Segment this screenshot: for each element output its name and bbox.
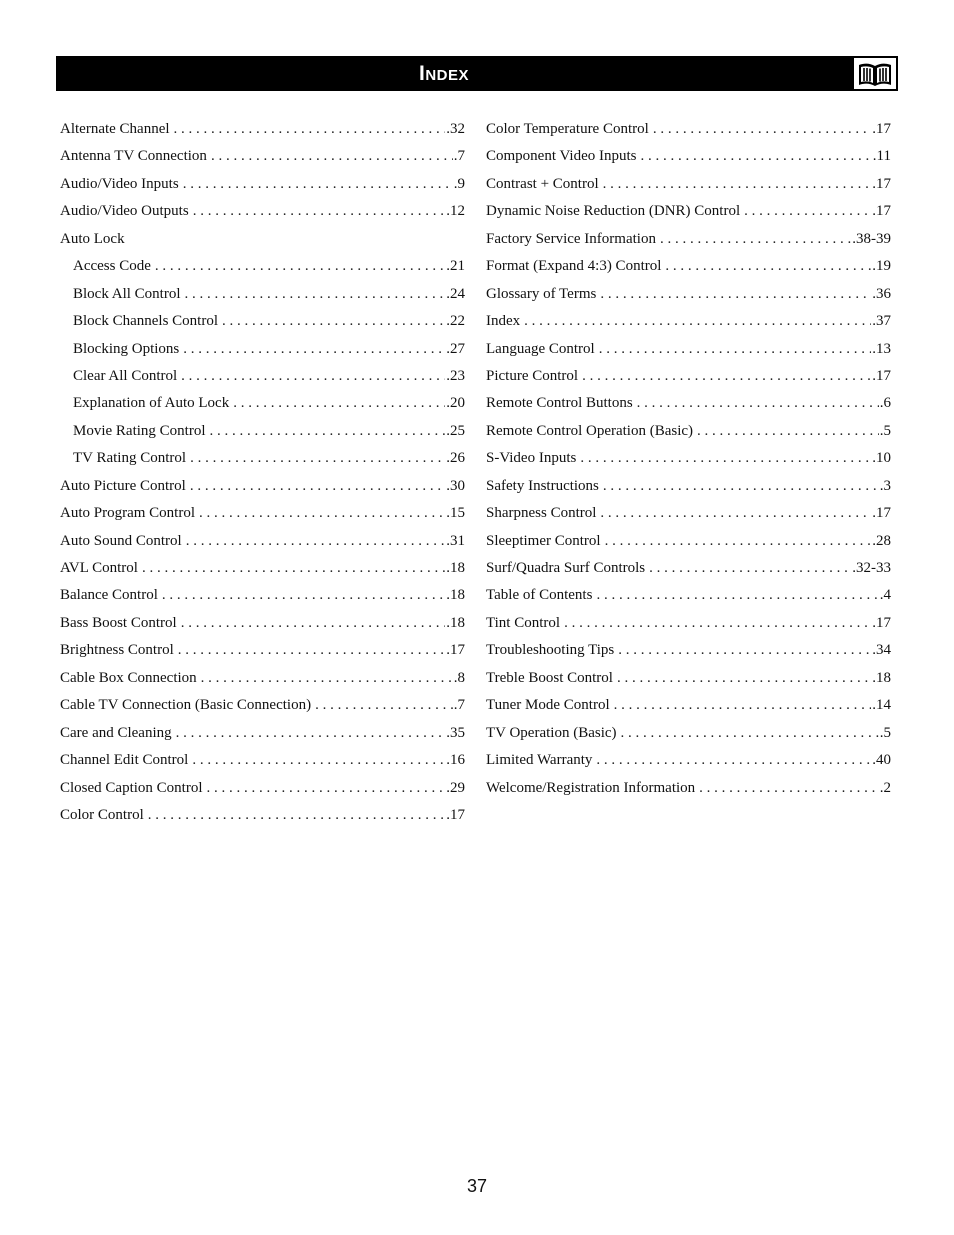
index-entry-page: .18: [446, 587, 465, 604]
index-entry: [60, 665, 465, 692]
index-entry-label: Sleeptimer Control: [486, 532, 601, 549]
index-entry-label: Language Control: [486, 340, 595, 357]
index-entry: [60, 637, 465, 664]
index-entry-page: .40: [872, 752, 891, 769]
index-entry-page: .17: [872, 367, 891, 384]
index-entry-label: Cable TV Connection (Basic Connection): [60, 697, 312, 714]
index-entry: [486, 363, 891, 390]
index-entry-label: Picture Control: [486, 367, 579, 384]
index-entry: [486, 418, 891, 445]
index-entry: [486, 528, 891, 555]
index-right-column: [486, 116, 891, 802]
index-entry-label: Color Temperature Control: [486, 121, 649, 137]
dot-leader: [207, 775, 446, 802]
dot-leader: [183, 171, 453, 198]
dot-leader: [614, 692, 872, 719]
index-entry: [486, 253, 891, 280]
index-entry-label: Clear All Control: [73, 367, 178, 384]
index-entry-label: Dynamic Noise Reduction (DNR) Control: [486, 203, 741, 220]
index-entry-page: .17: [872, 121, 891, 137]
index-entry: [60, 253, 465, 280]
index-entry: [486, 281, 891, 308]
index-entry-page: .5: [879, 422, 891, 439]
dot-leader: [596, 747, 871, 774]
index-entry-page: .24: [446, 285, 465, 302]
index-entry: [486, 692, 891, 719]
index-entry: [60, 582, 465, 609]
index-entry-page: .20: [446, 395, 465, 412]
index-entry-label: Bass Boost Control: [60, 614, 177, 631]
index-entry: [60, 336, 465, 363]
dot-leader: [617, 665, 871, 692]
index-entry-label: Audio/Video Inputs: [60, 175, 179, 192]
index-entry-label: Glossary of Terms: [486, 285, 597, 302]
page-title: Index: [419, 62, 470, 85]
index-entry-label: Auto Program Control: [60, 505, 195, 522]
index-entry-label: Color Control: [60, 806, 144, 823]
index-entry-label: Table of Contents: [486, 587, 593, 604]
index-entry: [60, 802, 465, 829]
index-entry-page: .17: [872, 614, 891, 631]
index-entry-page: .34: [872, 642, 891, 659]
index-entry-page: .9: [453, 175, 465, 192]
index-entry-label: TV Rating Control: [73, 450, 187, 467]
index-entry-label: AVL Control: [60, 560, 138, 576]
index-entry-label: Welcome/Registration Information: [486, 779, 696, 796]
dot-leader: [190, 473, 445, 500]
dot-leader: [162, 582, 445, 609]
index-entry: [60, 226, 465, 253]
dot-leader: [199, 500, 445, 527]
dot-leader: [222, 308, 445, 335]
dot-leader: [596, 582, 878, 609]
index-entry: [60, 610, 465, 637]
index-entry-label: Format (Expand 4:3) Control: [486, 258, 662, 275]
index-entry: [486, 336, 891, 363]
dot-leader: [186, 528, 446, 555]
dot-leader: [640, 143, 871, 170]
index-entry-page: .2: [879, 779, 891, 796]
dot-leader: [201, 665, 453, 692]
index-entry-label: Limited Warranty: [486, 752, 593, 769]
index-entry-page: .22: [446, 313, 465, 330]
book-icon-box: [853, 57, 897, 90]
index-entry-page: .35: [446, 724, 465, 741]
index-entry-page: .26: [446, 450, 465, 467]
dot-leader: [193, 198, 446, 225]
dot-leader: [178, 637, 445, 664]
index-entry-page: .4: [879, 587, 891, 604]
index-entry-label: Auto Lock: [60, 230, 125, 247]
index-entry-page: .37: [872, 313, 891, 330]
index-entry-page: .27: [446, 340, 465, 357]
index-entry: [60, 363, 465, 390]
index-entry: [486, 445, 891, 472]
index-entry: [60, 500, 465, 527]
index-entry: [60, 692, 465, 719]
index-entry: [486, 775, 891, 802]
index-entry-label: Cable Box Connection: [60, 669, 197, 686]
index-entry: [486, 116, 891, 143]
index-entry-page: .11: [872, 148, 891, 165]
dot-leader: [211, 143, 453, 170]
index-entry: [486, 500, 891, 527]
dot-leader: [600, 500, 871, 527]
dot-leader: [210, 418, 446, 445]
index-entry-label: Alternate Channel: [60, 121, 170, 137]
index-entry-label: Movie Rating Control: [73, 422, 206, 439]
index-left-column: [60, 116, 465, 829]
index-entry-page: .19: [872, 258, 891, 275]
index-entry-page: .18: [446, 614, 465, 631]
index-entry-label: Audio/Video Outputs: [60, 203, 189, 220]
dot-leader: [580, 445, 871, 472]
index-entry: [486, 308, 891, 335]
index-entry: [60, 528, 465, 555]
index-entry-page: .10: [872, 450, 891, 467]
index-entry: [60, 308, 465, 335]
index-entry: [486, 610, 891, 637]
index-entry-page: .30: [446, 477, 465, 494]
index-entry: [486, 473, 891, 500]
dot-leader: [148, 802, 445, 829]
index-entry-page: .17: [872, 203, 891, 220]
index-entry-label: Tint Control: [486, 614, 561, 631]
index-entry-page: .21: [446, 258, 465, 275]
index-entry-label: Explanation of Auto Lock: [73, 395, 230, 412]
dot-leader: [155, 253, 445, 280]
index-entry-page: .28: [872, 532, 891, 549]
dot-leader: [618, 637, 871, 664]
index-entry: [486, 747, 891, 774]
dot-leader: [315, 692, 453, 719]
index-entry-label: Channel Edit Control: [60, 752, 189, 769]
index-entry-page: .6: [879, 395, 891, 412]
index-entry-page: .15: [446, 505, 465, 522]
index-entry-page: .17: [872, 175, 891, 192]
index-entry: [486, 143, 891, 170]
page-number: 37: [466, 1176, 488, 1196]
index-entry: [486, 226, 891, 253]
index-entry-label: Auto Picture Control: [60, 477, 186, 494]
index-entry-label: Remote Control Operation (Basic): [486, 422, 694, 439]
index-entry: [486, 582, 891, 609]
index-entry-label: Contrast + Control: [486, 175, 599, 192]
dot-leader: [564, 610, 871, 637]
index-entry-page: .38-39: [852, 230, 891, 247]
index-entry: [60, 747, 465, 774]
index-entry: [60, 473, 465, 500]
index-entry: [486, 390, 891, 417]
dot-leader: [233, 390, 445, 417]
index-entry-label: Treble Boost Control: [486, 669, 613, 686]
index-entry: [60, 720, 465, 747]
index-entry: [60, 116, 465, 143]
dot-leader: [176, 720, 446, 747]
index-entry-page: .17: [446, 642, 465, 659]
index-entry-label: Brightness Control: [60, 642, 174, 659]
dot-leader: [185, 281, 446, 308]
index-entry-page: .36: [872, 285, 891, 302]
index-entry-page: .5: [879, 724, 891, 741]
dot-leader: [603, 473, 879, 500]
index-entry: [60, 143, 465, 170]
dot-leader: [174, 116, 446, 143]
index-entry-label: Access Code: [73, 258, 151, 275]
dot-leader: [637, 390, 879, 417]
dot-leader: [665, 253, 871, 280]
dot-leader: [190, 445, 445, 472]
index-entry-label: Index: [486, 313, 521, 330]
dot-leader: [605, 528, 872, 555]
index-entry: [60, 775, 465, 802]
book-icon: [857, 60, 893, 88]
index-entry: [486, 637, 891, 664]
index-entry-page: .29: [446, 779, 465, 796]
index-entry-page: .13: [872, 340, 891, 357]
dot-leader: [142, 555, 445, 582]
index-entry-label: Blocking Options: [73, 340, 180, 357]
index-entry-label: Sharpness Control: [486, 505, 597, 522]
index-entry: [60, 281, 465, 308]
index-entry-label: S-Video Inputs: [486, 450, 577, 467]
index-entry: [60, 198, 465, 225]
index-entry: [60, 390, 465, 417]
index-entry-page: .31: [446, 532, 465, 549]
index-entry: [486, 665, 891, 692]
index-entry-label: Surf/Quadra Surf Controls: [486, 560, 646, 576]
index-entry-label: Auto Sound Control: [60, 532, 182, 549]
index-entry: [60, 555, 465, 582]
index-entry-label: Remote Control Buttons: [486, 395, 633, 412]
index-entry-page: .25: [446, 422, 465, 439]
dot-leader: [524, 308, 871, 335]
index-entry-page: .7: [453, 697, 465, 714]
dot-leader: [621, 720, 879, 747]
dot-leader: [660, 226, 851, 253]
index-entry: [486, 198, 891, 225]
index-entry: [60, 445, 465, 472]
dot-leader: [603, 171, 872, 198]
index-entry-label: Block Channels Control: [73, 313, 218, 330]
index-entry-label: Safety Instructions: [486, 477, 599, 494]
dot-leader: [600, 281, 871, 308]
index-entry-page: .17: [872, 505, 891, 522]
index-entry-page: .18: [446, 560, 465, 576]
index-entry-label: Factory Service Information: [486, 230, 656, 247]
index-entry-label: Closed Caption Control: [60, 779, 203, 796]
dot-leader: [649, 555, 851, 582]
dot-leader: [744, 198, 871, 225]
index-entry-label: Troubleshooting Tips: [486, 642, 615, 659]
dot-leader: [653, 116, 871, 143]
index-entry-label: Antenna TV Connection: [60, 148, 207, 165]
index-entry-label: Component Video Inputs: [486, 148, 637, 165]
index-entry-page: .8: [453, 669, 465, 686]
index-entry-page: .32-33: [852, 560, 891, 576]
index-entry: [60, 418, 465, 445]
index-entry-page: .23: [446, 367, 465, 384]
dot-leader: [599, 336, 872, 363]
index-entry-page: .18: [872, 669, 891, 686]
index-entry-page: .14: [872, 697, 891, 714]
dot-leader: [181, 363, 445, 390]
dot-leader: [192, 747, 445, 774]
index-entry-page: .12: [446, 203, 465, 220]
index-header-bar: [56, 56, 898, 91]
index-entry-page: .7: [453, 148, 465, 165]
index-entry-label: Balance Control: [60, 587, 158, 604]
dot-leader: [183, 336, 445, 363]
index-entry: [486, 555, 891, 582]
dot-leader: [181, 610, 446, 637]
dot-leader: [582, 363, 871, 390]
index-entry: [486, 171, 891, 198]
index-entry-page: .32: [446, 121, 465, 137]
index-entry-label: Care and Cleaning: [60, 724, 172, 741]
index-entry: [486, 720, 891, 747]
index-entry-label: Tuner Mode Control: [486, 697, 610, 714]
dot-leader: [697, 418, 879, 445]
index-entry-page: .17: [446, 806, 465, 823]
index-entry-page: .3: [879, 477, 891, 494]
index-entry-label: Block All Control: [73, 285, 181, 302]
index-entry-label: TV Operation (Basic): [486, 724, 617, 741]
dot-leader: [699, 775, 879, 802]
index-entry: [60, 171, 465, 198]
index-entry-page: .16: [446, 752, 465, 769]
